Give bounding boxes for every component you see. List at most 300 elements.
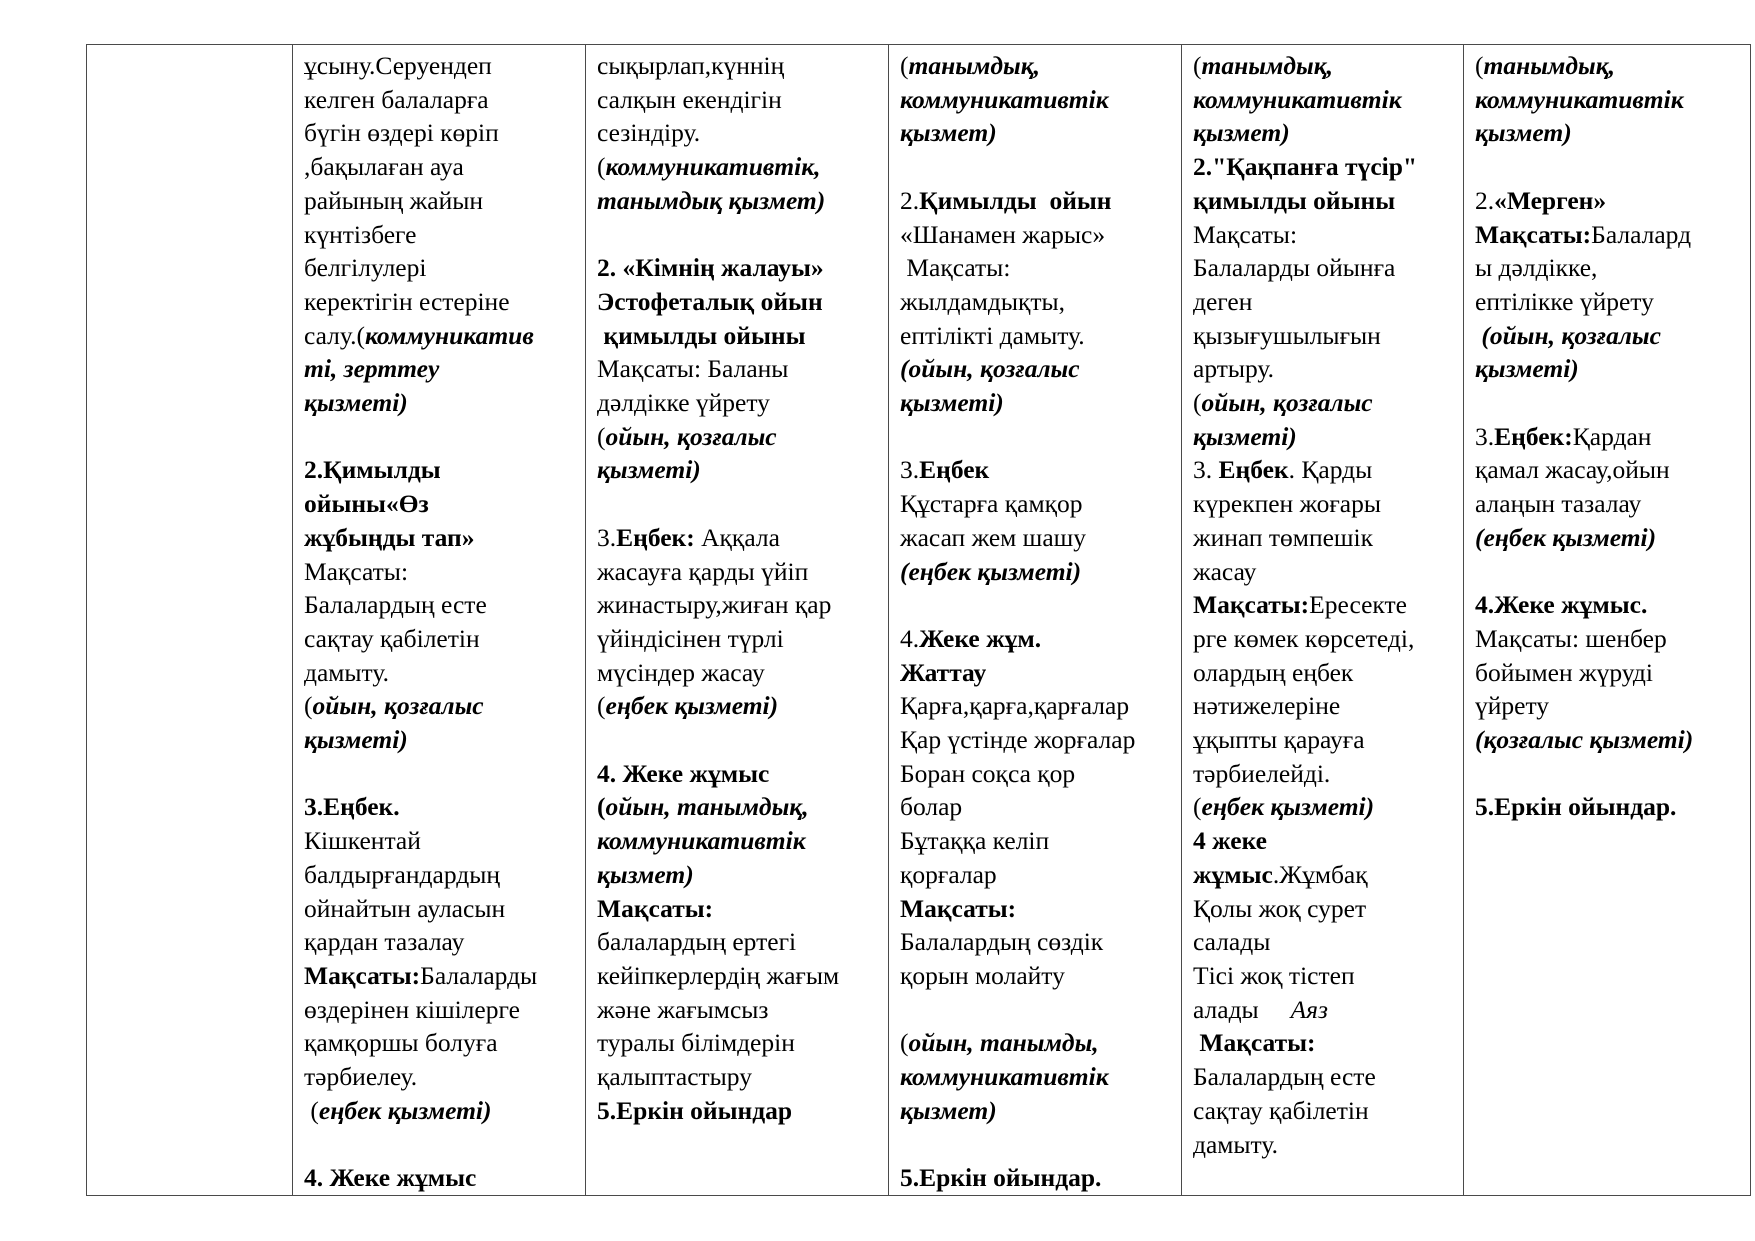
text-segment: ,бақылаған ауа bbox=[304, 152, 464, 182]
text-line bbox=[597, 218, 881, 252]
text-line bbox=[1475, 319, 1743, 353]
text-line bbox=[1193, 184, 1456, 218]
text-segment: 2. bbox=[900, 185, 920, 215]
text-line bbox=[304, 757, 578, 791]
text-segment: Балалардың сөздік bbox=[900, 927, 1104, 957]
text-line bbox=[597, 386, 881, 420]
text-line bbox=[304, 959, 578, 993]
text-segment: коммуникативтік bbox=[1475, 84, 1684, 114]
text-line bbox=[1193, 858, 1456, 892]
text-segment: еңбек қызметі) bbox=[318, 1095, 492, 1125]
text-segment: жинастыру,жиған қар bbox=[597, 590, 832, 620]
text-line bbox=[900, 993, 1174, 1027]
text-line bbox=[597, 622, 881, 656]
text-line bbox=[304, 723, 578, 757]
text-segment: қызмет) bbox=[597, 859, 694, 889]
text-line bbox=[597, 251, 881, 285]
text-line bbox=[1193, 83, 1456, 117]
text-segment: еңбек қызметі) bbox=[1201, 792, 1375, 822]
text-segment: келген балаларға bbox=[304, 84, 489, 114]
text-segment: ( bbox=[900, 1028, 909, 1058]
text-segment: жасау bbox=[1193, 556, 1257, 586]
text-line bbox=[304, 858, 578, 892]
text-line bbox=[304, 656, 578, 690]
table-cell-wednesday bbox=[889, 45, 1182, 1196]
text-segment: танымдық, bbox=[908, 51, 1041, 80]
text-segment: ептілікті дамыту. bbox=[900, 320, 1085, 350]
text-segment: 4.Жеке жұмыс. bbox=[1475, 590, 1648, 620]
text-segment: Боран соқса қор bbox=[900, 758, 1076, 788]
text-line bbox=[900, 1094, 1174, 1128]
text-line bbox=[597, 656, 881, 690]
text-line bbox=[900, 824, 1174, 858]
text-line bbox=[304, 487, 578, 521]
text-line bbox=[597, 184, 881, 218]
text-line bbox=[597, 959, 881, 993]
text-line bbox=[1475, 521, 1743, 555]
text-line bbox=[597, 49, 881, 83]
text-line bbox=[597, 1060, 881, 1094]
text-line bbox=[1193, 521, 1456, 555]
text-line bbox=[304, 555, 578, 589]
text-segment: жылдамдықты, bbox=[900, 286, 1066, 316]
text-segment: ойын, танымды, bbox=[908, 1028, 1099, 1058]
text-line bbox=[1193, 993, 1456, 1027]
text-line bbox=[1475, 218, 1743, 252]
text-line bbox=[1193, 251, 1456, 285]
text-line bbox=[1193, 150, 1456, 184]
text-segment: Балаларды bbox=[420, 960, 538, 990]
text-segment: Еңбек bbox=[919, 455, 990, 485]
text-segment: танымдық қызмет) bbox=[597, 185, 826, 215]
text-line bbox=[597, 150, 881, 184]
text-segment: сезіндіру. bbox=[597, 118, 701, 148]
text-line bbox=[1475, 555, 1743, 589]
text-segment: коммуникативтік bbox=[900, 1062, 1109, 1092]
text-line bbox=[900, 285, 1174, 319]
text-line bbox=[1475, 49, 1743, 83]
text-segment: Қар үстінде жорғалар bbox=[900, 725, 1136, 755]
text-line bbox=[1193, 352, 1456, 386]
text-line bbox=[304, 116, 578, 150]
text-segment: ұсыну.Серуендеп bbox=[304, 51, 492, 80]
text-segment: салу.( bbox=[304, 320, 365, 350]
table-cell-monday bbox=[293, 45, 586, 1196]
text-segment: (ойын, қозғалыс bbox=[1475, 320, 1661, 350]
text-segment: қимылды ойыны bbox=[1193, 185, 1396, 215]
text-segment: 3. bbox=[1475, 421, 1495, 451]
text-line bbox=[1475, 83, 1743, 117]
text-segment: Қимылды ойын bbox=[919, 185, 1112, 215]
text-segment: танымдық, bbox=[1201, 51, 1334, 80]
text-segment: ( bbox=[597, 152, 606, 182]
text-segment: ойын, танымдық, bbox=[605, 792, 809, 822]
text-line bbox=[1475, 656, 1743, 690]
text-line bbox=[1193, 1060, 1456, 1094]
text-line bbox=[1193, 319, 1456, 353]
text-segment: 5.Еркін ойындар. bbox=[900, 1163, 1102, 1193]
text-line bbox=[304, 824, 578, 858]
text-line bbox=[900, 150, 1174, 184]
text-segment: тәрбиелейді. bbox=[1193, 758, 1331, 788]
text-line bbox=[304, 588, 578, 622]
text-line bbox=[1193, 1094, 1456, 1128]
text-segment: бойымен жүруді bbox=[1475, 657, 1653, 687]
text-segment: бүгін өздері көріп bbox=[304, 118, 499, 148]
text-segment: 5.Еркін ойындар. bbox=[1475, 792, 1677, 822]
text-segment: қызмет) bbox=[1193, 118, 1290, 148]
text-segment: «Мерген» bbox=[1494, 185, 1607, 215]
text-line bbox=[304, 150, 578, 184]
text-segment: салқын екендігін bbox=[597, 84, 782, 114]
text-line bbox=[900, 1026, 1174, 1060]
text-line bbox=[1193, 116, 1456, 150]
text-line bbox=[1475, 487, 1743, 521]
text-segment: салады bbox=[1193, 927, 1271, 957]
text-line bbox=[1475, 453, 1743, 487]
text-segment: коммуникатив bbox=[364, 320, 534, 350]
text-line bbox=[1475, 116, 1743, 150]
text-segment: ойын, қозғалыс bbox=[1201, 388, 1373, 418]
text-line bbox=[304, 892, 578, 926]
text-segment: Балаларды ойынға bbox=[1193, 253, 1396, 283]
text-segment: ( bbox=[900, 51, 909, 80]
text-segment: ( bbox=[597, 421, 606, 451]
text-line bbox=[304, 1060, 578, 1094]
text-line bbox=[304, 453, 578, 487]
text-line bbox=[900, 622, 1174, 656]
text-line bbox=[597, 1026, 881, 1060]
text-segment: 5.Еркін ойындар bbox=[597, 1095, 793, 1125]
text-segment: жасауға қарды үйіп bbox=[597, 556, 809, 586]
text-line bbox=[1475, 386, 1743, 420]
text-line bbox=[304, 1161, 578, 1195]
text-segment: қамқоршы болуға bbox=[304, 1028, 498, 1058]
text-segment: дамыту. bbox=[304, 657, 389, 687]
text-line bbox=[1193, 892, 1456, 926]
text-segment: Мақсаты: bbox=[900, 893, 1017, 923]
text-line bbox=[1475, 184, 1743, 218]
text-segment: Мақсаты: bbox=[1193, 219, 1298, 249]
text-line bbox=[900, 453, 1174, 487]
text-line bbox=[304, 689, 578, 723]
text-segment: Мақсаты: Баланы bbox=[597, 354, 789, 384]
text-segment: болар bbox=[900, 792, 963, 822]
text-line bbox=[597, 521, 881, 555]
table-cell-thursday bbox=[1182, 45, 1464, 1196]
text-line bbox=[1193, 689, 1456, 723]
text-line bbox=[1193, 824, 1456, 858]
text-segment: қызметі) bbox=[304, 725, 408, 755]
text-segment: Аяз bbox=[1290, 994, 1328, 1024]
text-segment: және жағымсыз bbox=[597, 994, 769, 1024]
text-segment: сақтау қабілетін bbox=[304, 623, 480, 653]
text-segment: Тісі жоқ тістеп bbox=[1193, 960, 1355, 990]
text-segment: жасап жем шашу bbox=[900, 522, 1087, 552]
text-segment: сақтау қабілетін bbox=[1193, 1095, 1369, 1125]
text-segment: жұбыңды тап» bbox=[304, 522, 475, 552]
text-line bbox=[597, 83, 881, 117]
text-line bbox=[1475, 757, 1743, 791]
text-segment: Балалард bbox=[1591, 219, 1692, 249]
text-line bbox=[900, 420, 1174, 454]
text-segment: қызмет) bbox=[900, 1095, 997, 1125]
text-line bbox=[597, 723, 881, 757]
text-segment: Мақсаты: шенбер bbox=[1475, 623, 1667, 653]
text-segment: коммуникативтік bbox=[900, 84, 1109, 114]
text-line bbox=[900, 858, 1174, 892]
text-segment: мүсіндер жасау bbox=[597, 657, 765, 687]
text-line bbox=[1193, 1026, 1456, 1060]
text-segment: ( bbox=[304, 691, 313, 721]
text-line bbox=[900, 925, 1174, 959]
text-line bbox=[304, 1127, 578, 1161]
text-segment: сықырлап,күннің bbox=[597, 51, 785, 80]
text-segment: Еңбек: bbox=[616, 522, 695, 552]
text-segment: күнтізбеге bbox=[304, 219, 417, 249]
text-line bbox=[597, 588, 881, 622]
text-segment: алады bbox=[1193, 994, 1291, 1024]
text-line bbox=[304, 184, 578, 218]
text-segment: .Жұмбақ bbox=[1272, 859, 1368, 889]
text-segment: ұқыпты қарауға bbox=[1193, 725, 1365, 755]
text-line bbox=[597, 352, 881, 386]
text-segment: Аққала bbox=[694, 522, 780, 552]
text-line bbox=[597, 858, 881, 892]
text-line bbox=[1475, 723, 1743, 757]
text-line bbox=[1193, 959, 1456, 993]
text-line bbox=[1475, 150, 1743, 184]
text-line bbox=[597, 1094, 881, 1128]
text-line bbox=[1475, 352, 1743, 386]
text-line bbox=[597, 757, 881, 791]
text-segment: кейіпкерлердің жағым bbox=[597, 960, 840, 990]
text-line bbox=[900, 352, 1174, 386]
text-segment: қамал жасау,ойын bbox=[1475, 455, 1670, 485]
text-segment: қызметі) bbox=[1475, 354, 1579, 384]
text-segment: туралы білімдерін bbox=[597, 1028, 795, 1058]
text-segment: Қолы жоқ сурет bbox=[1193, 893, 1367, 923]
text-line bbox=[1193, 555, 1456, 589]
text-segment: 3. bbox=[597, 522, 617, 552]
text-line bbox=[304, 521, 578, 555]
text-segment: қорғалар bbox=[900, 859, 997, 889]
text-line bbox=[304, 386, 578, 420]
text-line bbox=[1193, 487, 1456, 521]
text-segment: 4. Жеке жұмыс bbox=[304, 1163, 477, 1193]
text-segment: ( bbox=[1193, 51, 1202, 80]
text-segment: Кішкентай bbox=[304, 826, 421, 856]
text-line bbox=[1193, 453, 1456, 487]
text-segment: 3. bbox=[1193, 455, 1219, 485]
text-line bbox=[900, 689, 1174, 723]
text-line bbox=[597, 420, 881, 454]
text-segment: 3. bbox=[900, 455, 920, 485]
text-segment: белгілулері bbox=[304, 253, 427, 283]
text-line bbox=[304, 420, 578, 454]
text-segment: 3.Еңбек. bbox=[304, 792, 400, 822]
table-cell-label bbox=[87, 45, 293, 1196]
text-segment: . Қарды bbox=[1288, 455, 1373, 485]
text-segment: үйіндісінен түрлі bbox=[597, 623, 784, 653]
text-segment: Еңбек: bbox=[1494, 421, 1573, 451]
text-segment: ті, зерттеу bbox=[304, 354, 440, 384]
text-segment: Балалардың есте bbox=[1193, 1062, 1376, 1092]
daily-plan-table bbox=[86, 44, 1751, 1196]
text-segment: Бұтаққа келіп bbox=[900, 826, 1050, 856]
text-line bbox=[304, 285, 578, 319]
text-segment: Мақсаты: bbox=[900, 253, 1011, 283]
text-line bbox=[304, 319, 578, 353]
text-segment: (еңбек қызметі) bbox=[900, 556, 1082, 586]
text-segment: райының жайын bbox=[304, 185, 484, 215]
text-line bbox=[304, 251, 578, 285]
text-segment: дәлдікке үйрету bbox=[597, 388, 770, 418]
text-line bbox=[304, 790, 578, 824]
text-line bbox=[304, 83, 578, 117]
text-line bbox=[900, 656, 1174, 690]
text-line bbox=[1475, 622, 1743, 656]
text-line bbox=[1475, 285, 1743, 319]
text-segment: 2. bbox=[1475, 185, 1495, 215]
text-segment: 4. bbox=[900, 623, 920, 653]
text-segment: ептілікке үйрету bbox=[1475, 286, 1654, 316]
text-segment: ( bbox=[597, 691, 606, 721]
text-line bbox=[900, 386, 1174, 420]
text-segment: өздерінен кішілерге bbox=[304, 994, 520, 1024]
text-segment: қызметі) bbox=[597, 455, 701, 485]
text-line bbox=[597, 689, 881, 723]
text-line bbox=[900, 116, 1174, 150]
text-line bbox=[1475, 588, 1743, 622]
text-segment: артыру. bbox=[1193, 354, 1274, 384]
text-segment: Мақсаты: bbox=[304, 556, 409, 586]
text-line bbox=[1193, 790, 1456, 824]
text-segment: жұмыс bbox=[1193, 859, 1273, 889]
text-line bbox=[1193, 656, 1456, 690]
text-segment: ойын, қозғалыс bbox=[605, 421, 777, 451]
text-segment: Қардан bbox=[1572, 421, 1652, 451]
text-line bbox=[597, 319, 881, 353]
text-segment: үйрету bbox=[1475, 691, 1550, 721]
text-segment: еңбек қызметі) bbox=[605, 691, 779, 721]
text-segment: Мақсаты: bbox=[1475, 219, 1592, 249]
text-segment: алаңын тазалау bbox=[1475, 489, 1642, 519]
text-segment: қалыптастыру bbox=[597, 1062, 752, 1092]
text-segment: ( bbox=[597, 792, 606, 822]
text-line bbox=[597, 285, 881, 319]
text-line bbox=[304, 352, 578, 386]
text-segment: коммуникативтік bbox=[597, 826, 806, 856]
text-segment: Эстофеталық ойын bbox=[597, 286, 823, 316]
text-line bbox=[597, 116, 881, 150]
text-line bbox=[597, 824, 881, 858]
text-line bbox=[900, 49, 1174, 83]
text-segment: (еңбек қызметі) bbox=[1475, 522, 1657, 552]
text-segment: 2."Қақпанға түсір" bbox=[1193, 152, 1418, 182]
text-line bbox=[1475, 790, 1743, 824]
text-line bbox=[1475, 420, 1743, 454]
text-line bbox=[597, 453, 881, 487]
text-segment: тәрбиелеу. bbox=[304, 1062, 418, 1092]
text-segment: жинап төмпешік bbox=[1193, 522, 1374, 552]
text-segment: қызмет) bbox=[900, 118, 997, 148]
text-line bbox=[1193, 622, 1456, 656]
text-segment: дамыту. bbox=[1193, 1129, 1278, 1159]
text-line bbox=[597, 892, 881, 926]
text-segment: қимылды ойыны bbox=[597, 320, 806, 350]
text-segment: 2.Қимылды bbox=[304, 455, 441, 485]
text-line bbox=[900, 892, 1174, 926]
text-segment: деген bbox=[1193, 286, 1253, 316]
text-segment: Мақсаты: bbox=[1193, 590, 1310, 620]
text-line bbox=[1475, 251, 1743, 285]
text-line bbox=[1193, 1128, 1456, 1162]
text-segment: Еңбек bbox=[1218, 455, 1289, 485]
text-segment: ойыны«Өз bbox=[304, 489, 429, 519]
text-line bbox=[304, 49, 578, 83]
text-segment: 2. «Кімнің жалауы» bbox=[597, 253, 824, 283]
text-line bbox=[900, 555, 1174, 589]
text-line bbox=[900, 959, 1174, 993]
text-line bbox=[900, 218, 1174, 252]
text-line bbox=[900, 521, 1174, 555]
text-line bbox=[900, 723, 1174, 757]
text-line bbox=[900, 757, 1174, 791]
text-segment: керектігін естеріне bbox=[304, 286, 510, 316]
text-line bbox=[1193, 757, 1456, 791]
text-line bbox=[304, 1026, 578, 1060]
text-line bbox=[1193, 386, 1456, 420]
text-segment: олардың еңбек bbox=[1193, 657, 1354, 687]
text-line bbox=[900, 251, 1174, 285]
table-cell-tuesday bbox=[586, 45, 889, 1196]
text-line bbox=[597, 925, 881, 959]
text-line bbox=[900, 1060, 1174, 1094]
text-segment: коммуникативтік, bbox=[605, 152, 821, 182]
text-line bbox=[1193, 49, 1456, 83]
text-line bbox=[1193, 588, 1456, 622]
text-segment: (ойын, қозғалыс bbox=[900, 354, 1080, 384]
text-segment: нәтижелеріне bbox=[1193, 691, 1341, 721]
text-line bbox=[900, 1127, 1174, 1161]
text-line bbox=[900, 83, 1174, 117]
text-segment: ы дәлдікке, bbox=[1475, 253, 1598, 283]
text-segment: танымдық, bbox=[1483, 51, 1616, 80]
text-line bbox=[597, 487, 881, 521]
text-line bbox=[304, 1094, 578, 1128]
text-segment: «Шанамен жарыс» bbox=[900, 219, 1106, 249]
text-segment: Мақсаты: bbox=[1193, 1028, 1316, 1058]
text-segment: балдырғандардың bbox=[304, 859, 500, 889]
text-segment: қызметі) bbox=[304, 388, 408, 418]
text-line bbox=[900, 1161, 1174, 1195]
table-cell-friday bbox=[1464, 45, 1751, 1196]
text-segment: рге көмек көрсетеді, bbox=[1193, 623, 1415, 653]
text-segment: Балалардың есте bbox=[304, 590, 487, 620]
text-line bbox=[1475, 689, 1743, 723]
text-line bbox=[900, 588, 1174, 622]
text-segment: Жеке жұм. bbox=[919, 623, 1042, 653]
text-line bbox=[304, 622, 578, 656]
text-segment: Мақсаты: bbox=[304, 960, 421, 990]
text-segment: ( bbox=[1475, 51, 1484, 80]
text-line bbox=[304, 218, 578, 252]
text-segment: ойнайтын ауласын bbox=[304, 893, 506, 923]
text-line bbox=[597, 790, 881, 824]
text-line bbox=[1193, 420, 1456, 454]
text-segment: қызметі) bbox=[1193, 421, 1297, 451]
